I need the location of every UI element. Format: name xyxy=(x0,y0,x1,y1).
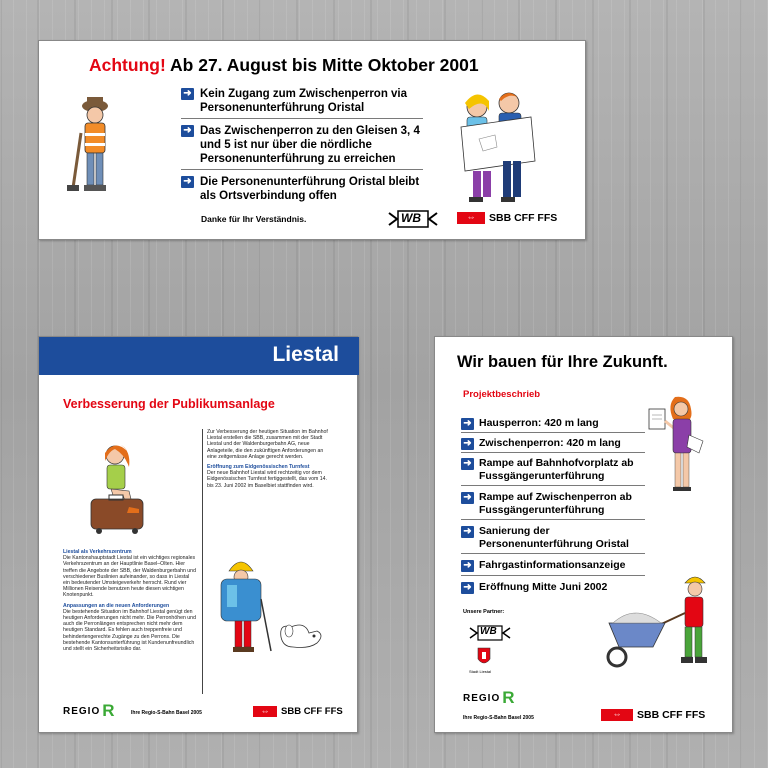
poster2-banner-title: Liestal xyxy=(272,343,339,366)
divider xyxy=(181,118,423,119)
arrow-right-icon: ➜ xyxy=(181,125,194,137)
arrow-right-icon: ➜ xyxy=(461,458,474,470)
partners-label: Unsere Partner: xyxy=(463,609,505,615)
construction-worker-illustration xyxy=(59,93,129,201)
column-divider xyxy=(202,429,203,694)
poster3-item: ➜ Fahrgastinformationsanzeige xyxy=(461,559,647,572)
poster2-title: Verbesserung der Publikumsanlage xyxy=(63,397,275,411)
wb-logo: WB xyxy=(387,209,439,229)
regio-logo: REGIO R xyxy=(63,701,116,720)
poster1-headline xyxy=(89,55,479,76)
worker-with-wheelbarrow-illustration xyxy=(595,573,727,677)
subheading: Liestal als Verkehrszentrum xyxy=(63,549,132,555)
liestal-coat-of-arms-icon xyxy=(477,647,491,667)
poster3-item: ➜ Zwischenperron: 420 m lang xyxy=(461,437,647,450)
notice-poster-closure xyxy=(38,40,586,240)
arrow-right-icon: ➜ xyxy=(461,492,474,504)
regio-r-icon: R xyxy=(502,688,516,707)
traveller-woman-illustration xyxy=(81,441,163,535)
poster1-item-2: ➜ Das Zwischenperron zu den Gleisen 3, 4 und 5 ist nur über die nördliche Personenunterführung zu erreichen xyxy=(181,124,425,166)
sbb-arrows-icon: ⇔ xyxy=(253,706,277,717)
poster3-item: ➜ Sanierung der Personenunterführung Oristal xyxy=(461,525,647,550)
poster1-thanks: Danke für Ihr Verständnis. xyxy=(201,214,307,224)
regio-logo: REGIO R xyxy=(463,688,516,707)
subheading: Eröffnung zum Eidgenössischen Turnfest xyxy=(207,464,310,471)
hiker-with-dog-illustration xyxy=(217,551,329,661)
poster1-item-1: ➜ Kein Zugang zum Zwischenperron via Personenunterführung Oristal xyxy=(181,87,425,115)
poster3-subtitle: Projektbeschrieb xyxy=(463,389,541,400)
poster2-right-column xyxy=(207,429,333,489)
divider xyxy=(461,519,645,520)
arrow-right-icon: ➜ xyxy=(461,438,474,450)
divider xyxy=(461,452,645,453)
couple-with-plan-illustration xyxy=(439,87,551,207)
arrow-right-icon: ➜ xyxy=(461,418,474,430)
arrow-right-icon: ➜ xyxy=(461,582,474,594)
paragraph: Die bestehende Situation im Bahnhof Liestal genügt den heutigen Anforderungen nicht mehr. Die Perronhöhen und auch die Perronlängen entsprechen nicht mehr dem heutigen Standard. Es fehlen auch treppenfreie und behindertengerechte Zugänge zu den Perrons. Die bestehende Kantonsunterführung ist Kundenunfreundlich und stellt ein Sicherheitsrisiko dar. xyxy=(63,608,196,653)
arrow-right-icon: ➜ xyxy=(181,176,194,188)
subheading: Anpassungen an die neuen Anforderungen xyxy=(63,602,170,609)
poster1-item-3: ➜ Die Personenunterführung Oristal bleibt als Ortsverbindung offen xyxy=(181,175,425,203)
info-poster-liestal xyxy=(38,336,358,733)
divider xyxy=(461,432,645,433)
project-poster xyxy=(434,336,733,733)
regio-r-icon: R xyxy=(102,701,116,720)
sbb-logo: ⇔ SBB CFF FFS xyxy=(253,706,343,717)
arrow-right-icon: ➜ xyxy=(181,88,194,100)
divider xyxy=(461,553,645,554)
poster3-item: ➜ Hausperron: 420 m lang xyxy=(461,417,647,430)
liestal-label: Stadt Liestal xyxy=(469,669,492,674)
poster3-item: ➜ Eröffnung Mitte Juni 2002 xyxy=(461,581,647,594)
paragraph: Der neue Bahnhof Liestal wird rechtzeitig vor dem Eidgenössischen Turnfest fertiggestellt, das vom 14. bis 23. Juni 2002 im Baselbiet stattfinden wird. xyxy=(207,470,327,489)
poster3-title: Wir bauen für Ihre Zukunft. xyxy=(457,353,668,371)
sbb-arrows-icon: ⇔ xyxy=(457,212,485,224)
paragraph: Zur Verbesserung der heutigen Situation im Bahnhof Liestal erstellen die SBB, zusammen mit der Stadt Liestal und der Waldenburgerbahn AG, neue Anlageteile, die den zukünftigen Anforderungen an eine zeitgemässe Anlage gerecht werden. xyxy=(207,429,328,460)
poster1-headline-warning: Achtung! xyxy=(89,55,166,75)
poster2-left-column xyxy=(63,549,197,652)
divider xyxy=(461,485,645,486)
sbb-arrows-icon: ⇔ xyxy=(601,709,633,721)
arrow-right-icon: ➜ xyxy=(461,560,474,572)
woman-with-clipboard-illustration xyxy=(647,395,711,499)
poster1-headline-dates: Ab 27. August bis Mitte Oktober 2001 xyxy=(170,55,479,75)
sbb-logo: ⇔ SBB CFF FFS xyxy=(457,212,557,224)
poster3-item: ➜ Rampe auf Zwischenperron ab Fussgängerunterführung xyxy=(461,491,647,516)
sbb-logo: ⇔ SBB CFF FFS xyxy=(601,709,705,721)
arrow-right-icon: ➜ xyxy=(461,526,474,538)
poster2-tagline: Ihre Regio-S-Bahn Basel 2005 xyxy=(131,710,202,716)
paragraph: Die Kantonshauptstadt Liestal ist ein wichtiges regionales Verkehrszentrum an der Hauptlinie Basel–Olten. Hier treffen die Angebote der SBB, der Waldenburgerbahn und verschiedener Buslinien aufeinander, so dass in Liestal ein bedeutender Umsteigeverkehr herrscht. Rund vier Millionen Reisende benutzen heute diesen wichtigen Knotenpunkt. xyxy=(63,555,196,599)
poster3-item: ➜ Rampe auf Bahnhofvorplatz ab Fussgängerunterführung xyxy=(461,457,647,482)
wb-logo: WB xyxy=(469,625,511,641)
poster3-tagline: Ihre Regio-S-Bahn Basel 2005 xyxy=(463,715,534,721)
divider xyxy=(181,169,423,170)
